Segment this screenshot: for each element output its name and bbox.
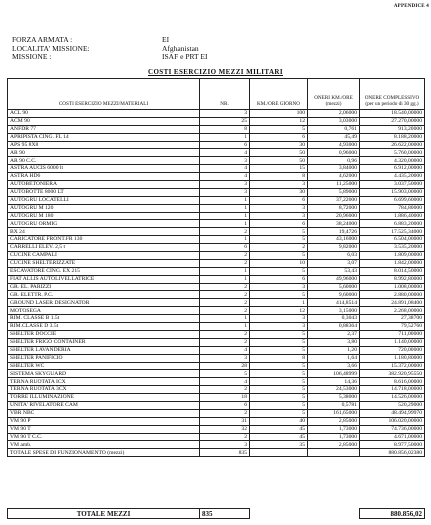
cell-nr: 1 bbox=[200, 220, 250, 228]
cell-nr: 32 bbox=[200, 425, 250, 433]
table-header-row bbox=[8, 79, 425, 110]
table-row bbox=[8, 196, 425, 204]
header-key: MISSIONE : bbox=[12, 52, 52, 61]
cell-nr: 5 bbox=[200, 370, 250, 378]
cell-total-cost: 3.037,50000 bbox=[360, 181, 425, 189]
cell-total-cost: 8.188,20000 bbox=[360, 133, 425, 141]
cell-cost-km: 3,80 bbox=[308, 338, 360, 346]
cell-item: ESCAVATORE CING. EX 215 bbox=[8, 267, 200, 275]
cell-item: ACM 90 bbox=[8, 117, 200, 125]
cell-total-cost: 74.736,00000 bbox=[360, 425, 425, 433]
cell-cost-km: 6,03 bbox=[308, 252, 360, 260]
table-row bbox=[8, 362, 425, 370]
cell-cost-km: 43,16000 bbox=[308, 236, 360, 244]
cell-km-day: 5 bbox=[250, 291, 308, 299]
table-row bbox=[8, 188, 425, 196]
cell-km-day: 8 bbox=[250, 173, 308, 181]
cell-item: SISTEMA SKYGUARD bbox=[8, 370, 200, 378]
table-row bbox=[8, 401, 425, 409]
cell-km-day: 3 bbox=[250, 315, 308, 323]
cell-nr: 4 bbox=[200, 346, 250, 354]
cell-nr: 2 bbox=[200, 299, 250, 307]
cell-nr: 1 bbox=[200, 267, 250, 275]
cell-nr: 4 bbox=[200, 173, 250, 181]
cell-total-cost: 18.540,00000 bbox=[360, 110, 425, 118]
header-value: ISAF e PRT EI bbox=[162, 52, 208, 61]
table-row bbox=[8, 283, 425, 291]
cell-total-cost: 26.622,00000 bbox=[360, 141, 425, 149]
cell-cost-km: 3,15000 bbox=[308, 307, 360, 315]
cell-item: ANFDR 77 bbox=[8, 125, 200, 133]
cell-nr: 4 bbox=[200, 378, 250, 386]
cell-nr: 31 bbox=[200, 417, 250, 425]
cell-item: APS 95 8X8 bbox=[8, 141, 200, 149]
cell-item: TERNA RUOTATA 3CX bbox=[8, 386, 200, 394]
table-row bbox=[8, 212, 425, 220]
cell-nr: 1 bbox=[200, 196, 250, 204]
table-row bbox=[8, 307, 425, 315]
cell-item: UNITA' RIVELATORE CAM bbox=[8, 401, 200, 409]
cell-km-day: 3 bbox=[250, 323, 308, 331]
cell-km-day: 30 bbox=[250, 188, 308, 196]
cell-nr: 25 bbox=[200, 117, 250, 125]
cell-item: SHELTER WC bbox=[8, 362, 200, 370]
cell-item: ACL 90 bbox=[8, 110, 200, 118]
cell-nr: 4 bbox=[200, 165, 250, 173]
cell-km-day: 12 bbox=[250, 117, 308, 125]
cell-nr: 2 bbox=[200, 338, 250, 346]
table-row bbox=[8, 346, 425, 354]
table-row bbox=[8, 220, 425, 228]
cell-total-cost: 6.912,00000 bbox=[360, 165, 425, 173]
table-row bbox=[8, 244, 425, 252]
cell-km-day: 5 bbox=[250, 330, 308, 338]
cell-cost-km: 0,88364 bbox=[308, 323, 360, 331]
cell-item: AUTOGRU M 180 bbox=[8, 212, 200, 220]
grand-total-value: 880.856,02 bbox=[360, 509, 425, 519]
table-row bbox=[8, 252, 425, 260]
cell-km-day: 50 bbox=[250, 157, 308, 165]
cell-km-day: 30 bbox=[250, 141, 308, 149]
cell-item: FIAT ALLIS AUTOLIVELLATRICE bbox=[8, 275, 200, 283]
table-row bbox=[8, 441, 425, 449]
table-row bbox=[8, 299, 425, 307]
table-row bbox=[8, 165, 425, 173]
cell-cost-km: 3,66 bbox=[308, 362, 360, 370]
table-row bbox=[8, 173, 425, 181]
cell-item: GR. ELETTR. P.C. bbox=[8, 291, 200, 299]
cell-item: AUTOGRU M 120 bbox=[8, 204, 200, 212]
table-row bbox=[8, 338, 425, 346]
table-row bbox=[8, 236, 425, 244]
table-row bbox=[8, 330, 425, 338]
cell-item: SHELTER LAVANDERIA bbox=[8, 346, 200, 354]
cell-item: ASTRA HD6 bbox=[8, 173, 200, 181]
cell-cost-km: 9,60000 bbox=[308, 291, 360, 299]
cell-km-day: 6 bbox=[250, 196, 308, 204]
cell-km-day: 5 bbox=[250, 386, 308, 394]
cell-cost-km: 106,48999 bbox=[308, 370, 360, 378]
table-row bbox=[8, 267, 425, 275]
cell-total-cost: 913,20000 bbox=[360, 125, 425, 133]
cell-cost-km: 0,96000 bbox=[308, 149, 360, 157]
cell-nr: 1 bbox=[200, 275, 250, 283]
cell-cost-km: 0,761 bbox=[308, 125, 360, 133]
appendix-label: APPENDICE 4 bbox=[393, 4, 429, 9]
table-row bbox=[8, 394, 425, 402]
cell-km-day: 5 bbox=[250, 362, 308, 370]
cell-km-day: 5 bbox=[250, 267, 308, 275]
cell-total-cost: 27.270,00000 bbox=[360, 117, 425, 125]
cell-km-day: 3 bbox=[250, 283, 308, 291]
cell-nr: 2 bbox=[200, 433, 250, 441]
cell-total-cost: 1.140,00000 bbox=[360, 338, 425, 346]
cell-km-day: 5 bbox=[250, 378, 308, 386]
header-key: LOCALITA' MISSIONE: bbox=[12, 43, 90, 53]
blank bbox=[250, 449, 308, 457]
cell-nr: 2 bbox=[200, 330, 250, 338]
cell-item: TERNA RUOTATA ICX bbox=[8, 378, 200, 386]
blank bbox=[308, 449, 360, 457]
col-header-km-day: KM./ORE GIORNO bbox=[250, 79, 308, 110]
cell-cost-km: 53,43 bbox=[308, 267, 360, 275]
cell-cost-km: 37,22000 bbox=[308, 196, 360, 204]
cell-total-cost: 711,00000 bbox=[360, 330, 425, 338]
cell-nr: 18 bbox=[200, 394, 250, 402]
cell-nr: 1 bbox=[200, 212, 250, 220]
cell-km-day: 6 bbox=[250, 275, 308, 283]
cell-nr: 2 bbox=[200, 228, 250, 236]
cell-nr: 1 bbox=[200, 315, 250, 323]
cell-cost-km: 4,62000 bbox=[308, 173, 360, 181]
cell-total-cost: 1.180,80000 bbox=[360, 354, 425, 362]
cell-km-day: 5 bbox=[250, 228, 308, 236]
cell-km-day: 8 bbox=[250, 354, 308, 362]
cell-total-cost: 1.809,00000 bbox=[360, 252, 425, 260]
cell-cost-km: 2,85000 bbox=[308, 417, 360, 425]
cell-item: VM 90 P bbox=[8, 417, 200, 425]
cell-item: AUTOGRU ORMIG bbox=[8, 220, 200, 228]
table-row bbox=[8, 110, 425, 118]
cell-km-day: 6 bbox=[250, 133, 308, 141]
cell-item: VBR NBC bbox=[8, 409, 200, 417]
cell-km-day: 35 bbox=[250, 441, 308, 449]
cell-item: AUTOGRU LOCATELLI bbox=[8, 196, 200, 204]
col-header-total-cost: ONERE COMPLESSIVO (per un periodo di 30 gg.) bbox=[360, 79, 425, 110]
cell-total-cost: 8.014,50000 bbox=[360, 267, 425, 275]
table-row bbox=[8, 125, 425, 133]
cell-item: GROUND LASER DESIGNATOR bbox=[8, 299, 200, 307]
cell-total-cost: 15.372,00000 bbox=[360, 362, 425, 370]
cell-cost-km: 161,65000 bbox=[308, 409, 360, 417]
cell-total-cost: 3.535,20000 bbox=[360, 244, 425, 252]
cell-item: AUTOBETONIERA bbox=[8, 181, 200, 189]
cell-nr: 3 bbox=[200, 188, 250, 196]
cell-total-cost: 720,00000 bbox=[360, 346, 425, 354]
cell-km-day: 45 bbox=[250, 425, 308, 433]
table-row bbox=[8, 409, 425, 417]
table-row bbox=[8, 323, 425, 331]
cell-km-day: 3 bbox=[250, 181, 308, 189]
subtotal-label: TOTALE SPESE DI FUNZIONAMENTO (mezzi) bbox=[8, 449, 200, 457]
cell-total-cost: 27,38700 bbox=[360, 315, 425, 323]
cell-km-day: 2 bbox=[250, 244, 308, 252]
table-row bbox=[8, 315, 425, 323]
cell-total-cost: 8.992,80000 bbox=[360, 275, 425, 283]
cell-km-day: 10 bbox=[250, 259, 308, 267]
cell-cost-km: 1,20 bbox=[308, 346, 360, 354]
table-row bbox=[8, 378, 425, 386]
cell-nr: 3 bbox=[200, 110, 250, 118]
cell-item: ASTRA AUCIS 6000 lt bbox=[8, 165, 200, 173]
table-row bbox=[8, 259, 425, 267]
cell-total-cost: 8.977,50000 bbox=[360, 441, 425, 449]
cell-cost-km: 8,72000 bbox=[308, 204, 360, 212]
cell-item: AR 90 bbox=[8, 149, 200, 157]
cell-item: AR 90 C.C. bbox=[8, 157, 200, 165]
cell-item: CARICATORE FRONT.FR 130 bbox=[8, 236, 200, 244]
cell-cost-km: 0,5781 bbox=[308, 401, 360, 409]
cell-nr: 3 bbox=[200, 354, 250, 362]
cell-cost-km: 3,07 bbox=[308, 259, 360, 267]
cell-item: VM 90 T C.C. bbox=[8, 433, 200, 441]
subtotal-row bbox=[8, 449, 425, 457]
cell-total-cost: 382.920,95550 bbox=[360, 370, 425, 378]
cell-cost-km: 0,96 bbox=[308, 157, 360, 165]
cell-km-day: 5 bbox=[250, 125, 308, 133]
cell-nr: 6 bbox=[200, 141, 250, 149]
cell-total-cost: 4.320,00000 bbox=[360, 157, 425, 165]
table-row bbox=[8, 149, 425, 157]
cell-item: AUTOBOTTE 8000 LT bbox=[8, 188, 200, 196]
cell-item: RIM.CLASSE D 3.5t bbox=[8, 323, 200, 331]
cell-cost-km: 1,73000 bbox=[308, 433, 360, 441]
cell-km-day: 3 bbox=[250, 204, 308, 212]
cell-total-cost: 1.886,40000 bbox=[360, 212, 425, 220]
cell-item: SHELTER DOCCIE bbox=[8, 330, 200, 338]
grand-total-label: TOTALE MEZZI bbox=[8, 509, 200, 519]
table-row bbox=[8, 275, 425, 283]
cell-nr: 1 bbox=[200, 236, 250, 244]
cell-km-day: 5 bbox=[250, 346, 308, 354]
cell-item: BX 24 bbox=[8, 228, 200, 236]
table-row bbox=[8, 204, 425, 212]
header-key: FORZA ARMATA : bbox=[12, 35, 73, 44]
table-row bbox=[8, 181, 425, 189]
cell-cost-km: 4,93000 bbox=[308, 141, 360, 149]
cell-total-cost: 6.699,60000 bbox=[360, 196, 425, 204]
cell-cost-km: 3,84000 bbox=[308, 165, 360, 173]
cell-km-day: 5 bbox=[250, 409, 308, 417]
cell-cost-km: 3,03000 bbox=[308, 117, 360, 125]
cell-item: CUCINE CAMPALI bbox=[8, 252, 200, 260]
cell-nr: 2 bbox=[200, 409, 250, 417]
table-row bbox=[8, 291, 425, 299]
cell-nr: 4 bbox=[200, 149, 250, 157]
cell-nr: 6 bbox=[200, 244, 250, 252]
cell-total-cost: 5.760,00000 bbox=[360, 149, 425, 157]
cell-item: APRIPISTA CING. FL 14 bbox=[8, 133, 200, 141]
cell-nr: 3 bbox=[200, 157, 250, 165]
cell-item: MOTOSEGA bbox=[8, 307, 200, 315]
header-value: EI bbox=[162, 35, 170, 44]
cell-km-day: 3 bbox=[250, 212, 308, 220]
cell-km-day: 12 bbox=[250, 307, 308, 315]
cell-cost-km: 24,53000 bbox=[308, 386, 360, 394]
cell-km-day: 100 bbox=[250, 110, 308, 118]
table-row bbox=[8, 157, 425, 165]
cell-total-cost: 14.526,00000 bbox=[360, 394, 425, 402]
table-row bbox=[8, 354, 425, 362]
cell-cost-km: 414,8514 bbox=[308, 299, 360, 307]
cell-nr: 2 bbox=[200, 307, 250, 315]
mission-header bbox=[12, 36, 207, 62]
cell-nr: 1 bbox=[200, 323, 250, 331]
cell-nr: 3 bbox=[200, 441, 250, 449]
grand-total-row bbox=[8, 509, 425, 519]
cell-nr: 3 bbox=[200, 181, 250, 189]
cell-cost-km: 5,89000 bbox=[308, 188, 360, 196]
cell-nr: 6 bbox=[200, 401, 250, 409]
col-header-cost-km: ONERI KM./ORE (mezzi) bbox=[308, 79, 360, 110]
cell-total-cost: 2.268,00000 bbox=[360, 307, 425, 315]
cell-nr: 2 bbox=[200, 386, 250, 394]
cell-total-cost: 784,80000 bbox=[360, 204, 425, 212]
subtotal-value: 880.856,02380 bbox=[360, 449, 425, 457]
cell-km-day: 5 bbox=[250, 401, 308, 409]
document-title: COSTI ESERCIZIO MEZZI MILITARI bbox=[148, 68, 283, 76]
cell-item: GR. EL. PARIZZI bbox=[8, 283, 200, 291]
cell-cost-km: 0,3043 bbox=[308, 315, 360, 323]
cell-cost-km: 19,4726 bbox=[308, 228, 360, 236]
cell-km-day: 45 bbox=[250, 433, 308, 441]
cell-nr: 2 bbox=[200, 291, 250, 299]
col-header-nr: NR. bbox=[200, 79, 250, 110]
cell-km-day: 50 bbox=[250, 149, 308, 157]
cell-total-cost: 520,29000 bbox=[360, 401, 425, 409]
cell-total-cost: 4.671,00000 bbox=[360, 433, 425, 441]
cell-item: CARRELLI ELEV. 2,5 t bbox=[8, 244, 200, 252]
cell-item: SHELTER FRIGO CONTAINER bbox=[8, 338, 200, 346]
grand-total-nr: 835 bbox=[200, 509, 250, 519]
cell-cost-km: 1,64 bbox=[308, 354, 360, 362]
header-value: Afghanistan bbox=[162, 43, 199, 53]
table-row bbox=[8, 386, 425, 394]
table-row bbox=[8, 370, 425, 378]
cell-total-cost: 17.525,34000 bbox=[360, 228, 425, 236]
cell-cost-km: 49,96000 bbox=[308, 275, 360, 283]
cell-total-cost: 4.435,20000 bbox=[360, 173, 425, 181]
cell-total-cost: 106.020,00000 bbox=[360, 417, 425, 425]
cell-km-day: 40 bbox=[250, 417, 308, 425]
cell-item: RIM. CLASSE B 1.5t bbox=[8, 315, 200, 323]
cell-cost-km: 20,96000 bbox=[308, 212, 360, 220]
cell-km-day: 5 bbox=[250, 236, 308, 244]
cell-item: CUCINE SHELTERIZZATE bbox=[8, 259, 200, 267]
cell-cost-km: 2,37 bbox=[308, 330, 360, 338]
cell-total-cost: 79,52760 bbox=[360, 323, 425, 331]
cell-item: VM 90 T bbox=[8, 425, 200, 433]
cell-km-day: 15 bbox=[250, 165, 308, 173]
cell-item: VM amb. bbox=[8, 441, 200, 449]
cell-total-cost: 1.008,00000 bbox=[360, 283, 425, 291]
cell-cost-km: 9,82000 bbox=[308, 244, 360, 252]
vehicle-costs-table bbox=[7, 78, 425, 457]
cell-total-cost: 15.903,00000 bbox=[360, 188, 425, 196]
header-row bbox=[12, 53, 207, 62]
cell-total-cost: 1.842,00000 bbox=[360, 259, 425, 267]
cell-km-day: 5 bbox=[250, 370, 308, 378]
grand-total-table bbox=[7, 508, 425, 519]
cell-nr: 8 bbox=[200, 125, 250, 133]
cell-total-cost: 6.504,00000 bbox=[360, 236, 425, 244]
cell-nr: 2 bbox=[200, 252, 250, 260]
cell-cost-km: 1,73000 bbox=[308, 425, 360, 433]
cell-total-cost: 48.494,99970 bbox=[360, 409, 425, 417]
cell-total-cost: 8.616,00000 bbox=[360, 378, 425, 386]
subtotal-nr: 835 bbox=[200, 449, 250, 457]
cell-item: TORRE ILLUMINAZIONE bbox=[8, 394, 200, 402]
col-header-item: COSTI ESERCIZIO MEZZI/MATERIALI bbox=[8, 79, 200, 110]
table-row bbox=[8, 133, 425, 141]
cell-cost-km: 5,60000 bbox=[308, 283, 360, 291]
cell-km-day: 5 bbox=[250, 394, 308, 402]
table-row bbox=[8, 417, 425, 425]
cell-total-cost: 6.883,20000 bbox=[360, 220, 425, 228]
cell-km-day: 6 bbox=[250, 220, 308, 228]
cell-total-cost: 14.718,00000 bbox=[360, 386, 425, 394]
cell-km-day: 5 bbox=[250, 338, 308, 346]
cell-total-cost: 24.891,08400 bbox=[360, 299, 425, 307]
cell-nr: 2 bbox=[200, 259, 250, 267]
cell-nr: 2 bbox=[200, 283, 250, 291]
cell-cost-km: 5,38000 bbox=[308, 394, 360, 402]
cell-nr: 1 bbox=[200, 204, 250, 212]
cell-item: SHELTER PANIFICIO bbox=[8, 354, 200, 362]
cell-cost-km: 14,36 bbox=[308, 378, 360, 386]
table-row bbox=[8, 425, 425, 433]
cell-nr: 1 bbox=[200, 133, 250, 141]
table-row bbox=[8, 433, 425, 441]
cell-km-day: 5 bbox=[250, 252, 308, 260]
cell-total-cost: 2.880,00000 bbox=[360, 291, 425, 299]
cell-cost-km: 2,85000 bbox=[308, 441, 360, 449]
cell-cost-km: 38,24000 bbox=[308, 220, 360, 228]
cell-cost-km: 2,06000 bbox=[308, 110, 360, 118]
table-row bbox=[8, 228, 425, 236]
cell-km-day: 1 bbox=[250, 299, 308, 307]
cell-nr: 28 bbox=[200, 362, 250, 370]
cell-cost-km: 11,25000 bbox=[308, 181, 360, 189]
table-row bbox=[8, 141, 425, 149]
table-row bbox=[8, 117, 425, 125]
cell-cost-km: 45,49 bbox=[308, 133, 360, 141]
